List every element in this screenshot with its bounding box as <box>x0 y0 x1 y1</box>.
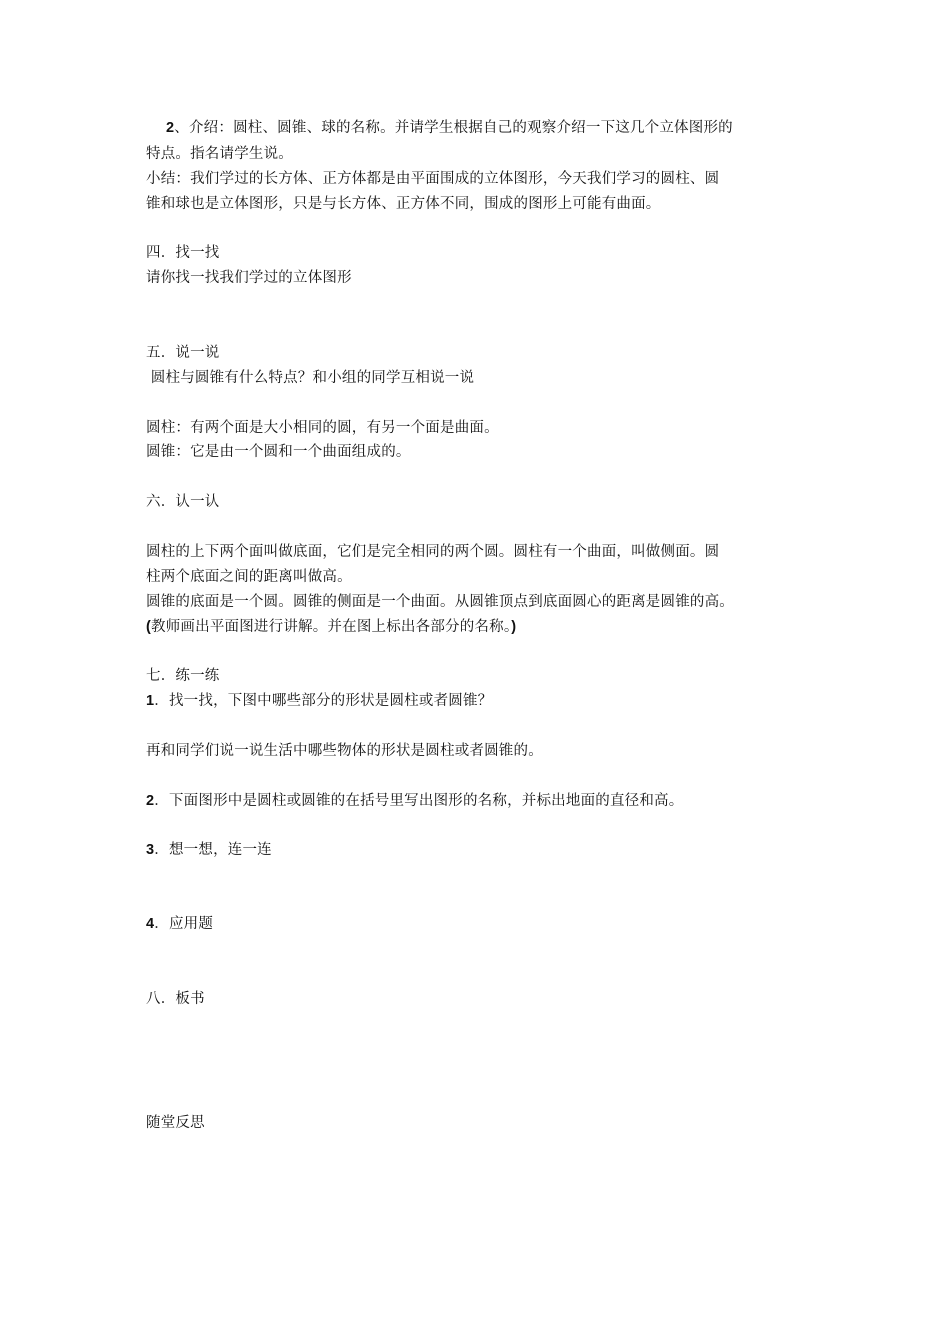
section-6-para-3 <box>146 617 818 637</box>
exercise-1-follow-up: 再和同学们说一说生活中哪些物体的形状是圆柱或者圆锥的。 <box>146 743 543 759</box>
exercise-4-number: 4 <box>146 916 155 932</box>
exercise-2 <box>146 791 818 811</box>
reflection-heading: 随堂反思 <box>146 1115 205 1131</box>
section-8-heading: 八．板书 <box>146 991 205 1007</box>
exercise-2-number: 2 <box>146 793 155 809</box>
paren-close: ) <box>511 619 517 635</box>
section-4-text: 请你找一找我们学过的立体图形 <box>146 270 352 286</box>
section-4-heading: 四．找一找 <box>146 245 220 261</box>
summary-line-1: 小结：我们学过的长方体、正方体都是由平面围成的立体图形，今天我们学习的圆柱、圆 <box>146 171 720 187</box>
summary-line-2: 锥和球也是立体图形，只是与长方体、正方体不同，围成的图形上可能有曲面。 <box>146 196 661 212</box>
section-6-para-3-text: 教师画出平面图进行讲解。并在图上标出各部分的名称。 <box>151 619 512 635</box>
intro-number: 2 <box>166 120 175 136</box>
cylinder-description: 圆柱：有两个面是大小相同的圆，有另一个面是曲面。 <box>146 420 499 436</box>
paren-open: ( <box>146 619 152 635</box>
intro-line-2: 特点。指名请学生说。 <box>146 146 293 162</box>
exercise-3 <box>146 840 818 860</box>
exercise-1 <box>146 691 818 711</box>
exercise-1-text: ．找一找，下图中哪些部分的形状是圆柱或者圆锥？ <box>154 693 493 709</box>
section-5-text: 圆柱与圆锥有什么特点？和小组的同学互相说一说 <box>146 370 475 386</box>
section-6-para-1-line-1: 圆柱的上下两个面叫做底面，它们是完全相同的两个圆。圆柱有一个曲面，叫做侧面。圆 <box>146 544 720 560</box>
exercise-2-text: ．下面图形中是圆柱或圆锥的在括号里写出图形的名称，并标出地面的直径和高。 <box>154 793 684 809</box>
intro-line-1 <box>166 118 838 138</box>
exercise-1-number: 1 <box>146 693 155 709</box>
intro-text: 、介绍：圆柱、圆锥、球的名称。并请学生根据自己的观察介绍一下这几个立体图形的 <box>174 120 733 136</box>
cone-description: 圆锥：它是由一个圆和一个曲面组成的。 <box>146 444 411 460</box>
exercise-4-text: ．应用题 <box>154 916 214 932</box>
section-5-heading: 五．说一说 <box>146 345 220 361</box>
section-6-heading: 六．认一认 <box>146 494 220 510</box>
exercise-3-text: ．想一想，连一连 <box>154 842 272 858</box>
section-7-heading: 七．练一练 <box>146 668 220 684</box>
exercise-3-number: 3 <box>146 842 155 858</box>
section-6-para-1-line-2: 柱两个底面之间的距离叫做高。 <box>146 569 352 585</box>
section-6-para-2: 圆锥的底面是一个圆。圆锥的侧面是一个曲面。从圆锥顶点到底面圆心的距离是圆锥的高。 <box>146 594 734 610</box>
exercise-4 <box>146 914 818 934</box>
